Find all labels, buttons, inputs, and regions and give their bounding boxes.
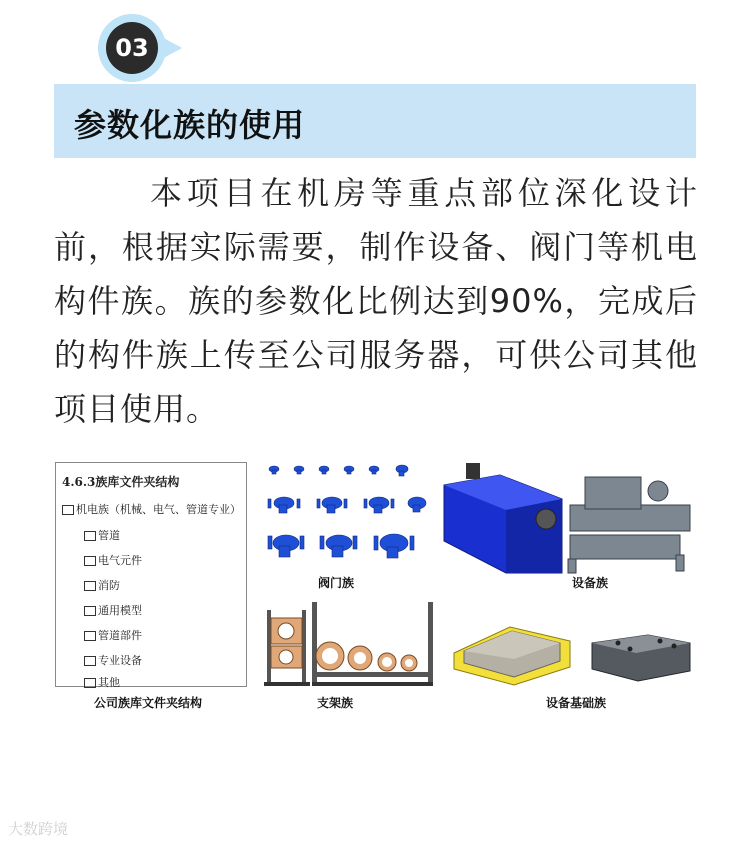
folder-item: 专业设备 bbox=[84, 652, 142, 668]
folder-root: 机电族（机械、电气、管道专业） bbox=[62, 501, 241, 517]
valve-icon bbox=[269, 466, 279, 474]
caption-equipment: 设备族 bbox=[572, 576, 609, 590]
section-number-badge bbox=[98, 14, 166, 82]
folder-heading: 4.6.3族库文件夹结构 bbox=[62, 475, 180, 489]
support-family-image bbox=[264, 600, 436, 688]
valve-family-image bbox=[262, 459, 432, 574]
valve-icon bbox=[344, 466, 354, 474]
watermark: 大数跨境 bbox=[8, 820, 69, 838]
section-number: 03 bbox=[106, 22, 158, 74]
valve-icon bbox=[320, 535, 357, 557]
folder-item: 消防 bbox=[84, 577, 120, 593]
equipment-base-icon bbox=[592, 635, 690, 681]
folder-item: 其他 bbox=[84, 674, 120, 690]
valve-icon bbox=[317, 497, 347, 513]
water-tank-icon bbox=[444, 463, 562, 573]
folder-icon bbox=[84, 581, 96, 591]
bim-family-figure bbox=[52, 455, 698, 720]
valve-icon bbox=[294, 466, 304, 474]
chiller-unit-icon bbox=[568, 477, 690, 573]
valve-icon bbox=[364, 497, 394, 513]
foundation-family-image bbox=[452, 613, 698, 688]
caption-foundation: 设备基础族 bbox=[546, 696, 607, 710]
folder-icon bbox=[84, 606, 96, 616]
folder-item: 管道 bbox=[84, 527, 120, 543]
valve-icon bbox=[319, 466, 329, 474]
valve-icon bbox=[369, 466, 379, 474]
folder-icon bbox=[84, 678, 96, 688]
valve-icon bbox=[408, 497, 426, 512]
folder-icon bbox=[62, 505, 74, 515]
folder-item: 电气元件 bbox=[84, 552, 142, 568]
section-title: 参数化族的使用 bbox=[74, 106, 306, 144]
folder-item: 通用模型 bbox=[84, 602, 142, 618]
caption-folder: 公司族库文件夹结构 bbox=[94, 696, 203, 710]
valve-icon bbox=[268, 497, 300, 513]
concrete-base-icon bbox=[454, 627, 570, 685]
badge-pointer-icon bbox=[160, 36, 182, 60]
folder-icon bbox=[84, 656, 96, 666]
pipe-support-icon bbox=[264, 610, 310, 686]
equipment-family-image bbox=[440, 455, 698, 580]
caption-valve: 阀门族 bbox=[318, 576, 355, 590]
pipe-rack-icon bbox=[312, 602, 433, 686]
valve-icon bbox=[374, 534, 414, 558]
folder-icon bbox=[84, 531, 96, 541]
folder-icon bbox=[84, 631, 96, 641]
body-paragraph: 本项目在机房等重点部位深化设计前，根据实际需要，制作设备、阀门等机电构件族。族的参数化比例达到90%，完成后的构件族上传至公司服务器，可供公司其他项目使用。 bbox=[54, 174, 698, 428]
folder-item: 管道部件 bbox=[84, 627, 142, 643]
folder-icon bbox=[84, 556, 96, 566]
caption-support: 支架族 bbox=[317, 696, 354, 710]
folder-structure-panel bbox=[55, 462, 247, 687]
valve-icon bbox=[268, 535, 304, 557]
valve-icon bbox=[396, 465, 408, 476]
section-title-bar bbox=[54, 84, 696, 158]
